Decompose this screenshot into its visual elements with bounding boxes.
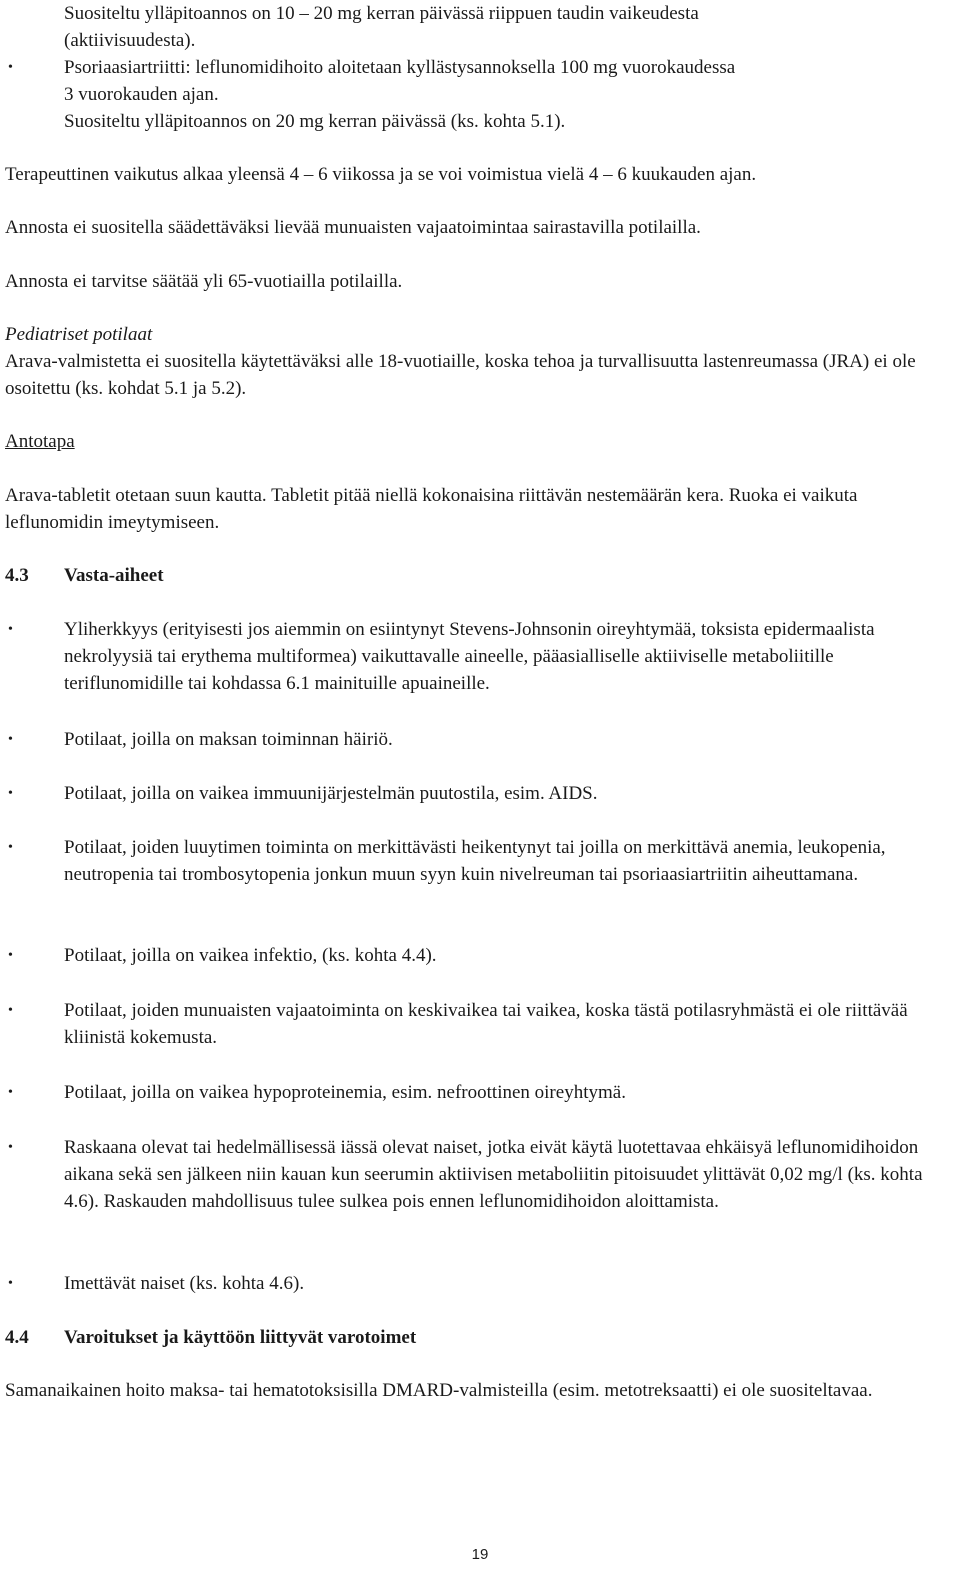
psa-line-3: Suositeltu ylläpitoannos on 20 mg kerran päivässä (ks. kohta 5.1). xyxy=(64,111,566,132)
bullet-icon: • xyxy=(8,1003,13,1018)
renal-paragraph: Annosta ei suositella säädettäväksi lievää munuaisten vajaatoimintaa sairastavilla potilailla. xyxy=(5,217,701,238)
section-4-4-paragraph: Samanaikainen hoito maksa- tai hematotoksisilla DMARD-valmisteilla (esim. metotreksaatti) ei ole suositeltavaa. xyxy=(5,1380,873,1401)
section-4-4-title: Varoitukset ja käyttöön liittyvät varotoimet xyxy=(64,1327,417,1348)
section-4-3-number: 4.3 xyxy=(5,565,29,586)
dosage-line-1: Suositeltu ylläpitoannos on 10 – 20 mg kerran päivässä riippuen taudin vaikeudesta xyxy=(64,3,699,24)
administration-paragraph: Arava-tabletit otetaan suun kautta. Tabletit pitää niellä kokonaisina riittävän nestemäärän kera. Ruoka ei vaikuta leflunomidin imeytymiseen. xyxy=(5,485,858,533)
administration-heading: Antotapa xyxy=(5,431,75,452)
bullet-icon: • xyxy=(8,840,13,855)
elderly-paragraph: Annosta ei tarvitse säätää yli 65-vuotiailla potilailla. xyxy=(5,271,403,292)
contraindication-item: Potilaat, joiden luuytimen toiminta on merkittävästi heikentynyt tai joilla on merkittävä anemia, leukopenia, neutropenia tai trombosytopenia jonkun muun syyn kuin nivelreuman tai psoriaasiartriitin aiheuttamana. xyxy=(64,837,886,885)
effect-paragraph: Terapeuttinen vaikutus alkaa yleensä 4 – 6 viikossa ja se voi voimistua vielä 4 – 6 kuukauden ajan. xyxy=(5,164,757,185)
psa-line-1: Psoriaasiartriitti: leflunomidihoito aloitetaan kyllästysannoksella 100 mg vuorokaudessa xyxy=(64,57,736,78)
contraindication-item: Potilaat, joilla on vaikea infektio, (ks. kohta 4.4). xyxy=(64,945,437,966)
pediatric-paragraph: Arava-valmistetta ei suositella käytettäväksi alle 18-vuotiaille, koska tehoa ja turvallisuutta lastenreumassa (JRA) ei ole osoitettu (ks. kohdat 5.1 ja 5.2). xyxy=(5,351,916,399)
contraindication-item: Imettävät naiset (ks. kohta 4.6). xyxy=(64,1273,305,1294)
contraindication-item: Potilaat, joilla on vaikea hypoproteinemia, esim. nefroottinen oireyhtymä. xyxy=(64,1082,626,1103)
contraindication-item: Raskaana olevat tai hedelmällisessä iässä olevat naiset, jotka eivät käytä luotettavaa ehkäisyä leflunomidihoidon aikana sekä sen jälkeen niin kauan kun seerumin aktiivisen metaboliitin pitoisuudet ylittävät 0,02 mg/l (ks. kohta 4.6). Raskauden mahdollisuus tulee sulkea pois ennen leflunomidihoidon aloittamista. xyxy=(64,1137,923,1212)
bullet-icon: • xyxy=(8,1276,13,1291)
bullet-icon: • xyxy=(8,786,13,801)
section-4-3-title: Vasta-aiheet xyxy=(64,565,164,586)
section-4-4-number: 4.4 xyxy=(5,1327,29,1348)
bullet-icon: • xyxy=(8,1085,13,1100)
psa-line-2: 3 vuorokauden ajan. xyxy=(64,84,219,105)
bullet-icon: • xyxy=(8,948,13,963)
bullet-icon: • xyxy=(8,1140,13,1155)
page-number: 19 xyxy=(471,1546,489,1563)
bullet-icon: • xyxy=(8,622,13,637)
contraindication-item: Potilaat, joilla on vaikea immuunijärjestelmän puutostila, esim. AIDS. xyxy=(64,783,598,804)
contraindication-item: Potilaat, joiden munuaisten vajaatoiminta on keskivaikea tai vaikea, koska tästä potilasryhmästä ei ole riittävää kliinistä kokemusta. xyxy=(64,1000,908,1048)
contraindication-item: Potilaat, joilla on maksan toiminnan häiriö. xyxy=(64,729,393,750)
dosage-line-2: (aktiivisuudesta). xyxy=(64,30,196,51)
contraindication-item: Yliherkkyys (erityisesti jos aiemmin on esiintynyt Stevens-Johnsonin oireyhtymää, toksista epidermaalista nekrolyysiä tai erythema multiformea) vaikuttavalle aineelle, pääasialliselle aktiiviselle metaboliitille teriflunomidille tai kohdassa 6.1 mainituille apuaineille. xyxy=(64,619,875,694)
bullet-icon: • xyxy=(8,60,13,75)
pediatric-heading: Pediatriset potilaat xyxy=(5,324,153,345)
bullet-icon: • xyxy=(8,732,13,747)
